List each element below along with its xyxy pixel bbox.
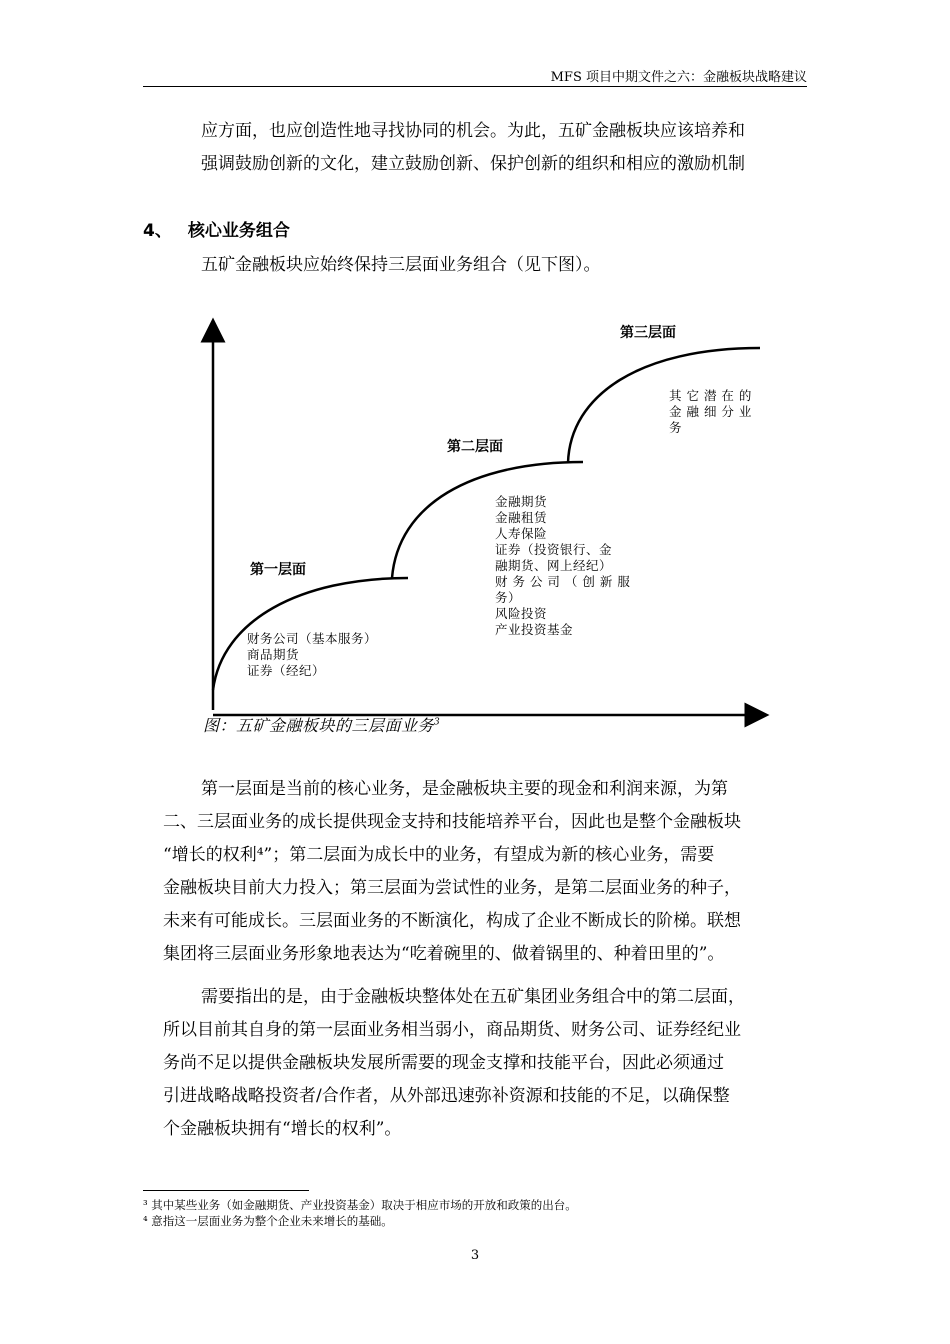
figure-caption-text: 图：五矿金融板块的三层面业务 <box>203 716 435 735</box>
section-title: 核心业务组合 <box>187 221 290 241</box>
body-line: 需要指出的是，由于金融板块整体处在五矿集团业务组合中的第二层面， <box>201 987 745 1007</box>
intro-line-1: 应方面，也应创造性地寻找协同的机会。为此，五矿金融板块应该培养和 <box>201 121 745 141</box>
tier1-item: 证券（经纪） <box>247 663 326 678</box>
body-line: 集团将三层面业务形象地表达为“吃着碗里的、做着锅里的、种着田里的”。 <box>163 944 725 964</box>
tier3-items <box>669 388 752 436</box>
footnote-rule <box>143 1190 309 1191</box>
body-line: 未来有可能成长。三层面业务的不断演化，构成了企业不断成长的阶梯。联想 <box>163 911 741 931</box>
tier1-items <box>247 631 377 679</box>
tier3-item: 其 它 潜 在 的 <box>669 388 752 403</box>
body-paragraph-2 <box>163 981 807 1146</box>
three-tier-figure <box>0 300 950 760</box>
body-line: 所以目前其自身的第一层面业务相当弱小，商品期货、财务公司、证券经纪业 <box>163 1020 741 1040</box>
section-intro: 五矿金融板块应始终保持三层面业务组合（见下图）。 <box>201 255 601 275</box>
page-number: 3 <box>470 1248 480 1263</box>
figure-caption <box>203 713 440 736</box>
three-tier-diagram <box>0 300 950 760</box>
intro-paragraph <box>163 115 807 181</box>
tier2-title: 第二层面 <box>447 439 503 455</box>
tier2-item: 风险投资 <box>495 606 548 621</box>
body-paragraph-1 <box>163 773 807 971</box>
tier1-item: 财务公司（基本服务） <box>247 631 378 646</box>
footnote-4: ⁴ 意指这一层面业务为整个企业未来增长的基础。 <box>143 1214 393 1228</box>
tier2-items <box>495 494 630 638</box>
tier2-item: 证券（投资银行、金 <box>495 542 613 557</box>
footnotes <box>143 1197 577 1229</box>
body-line: “增长的权利⁴”；第二层面为成长中的业务，有望成为新的核心业务，需要 <box>163 845 715 865</box>
body-line: 第一层面是当前的核心业务，是金融板块主要的现金和利润来源，为第 <box>201 779 728 799</box>
tier2-item: 金融期货 <box>495 494 548 509</box>
body-line: 金融板块目前大力投入；第三层面为尝试性的业务，是第二层面业务的种子， <box>163 878 741 898</box>
tier2-item: 人寿保险 <box>495 526 548 541</box>
tier2-item: 务） <box>495 590 522 605</box>
tier3-item: 务 <box>669 420 683 435</box>
tier2-item: 融期货、网上经纪） <box>495 558 613 573</box>
tier2-item: 财 务 公 司 （ 创 新 服 <box>495 574 631 589</box>
tier3-title: 第三层面 <box>620 325 676 341</box>
figure-caption-ref: 3 <box>434 717 441 728</box>
footnote-3: ³ 其中某些业务（如金融期货、产业投资基金）取决于相应市场的开放和政策的出台。 <box>143 1198 577 1212</box>
tier2-item: 产业投资基金 <box>495 622 574 637</box>
intro-line-2: 强调鼓励创新的文化，建立鼓励创新、保护创新的组织和相应的激励机制 <box>201 154 745 174</box>
tier2-item: 金融租赁 <box>495 510 548 525</box>
tier1-title: 第一层面 <box>250 562 306 578</box>
section-number: 4、 <box>143 221 172 241</box>
body-line: 二、三层面业务的成长提供现金支持和技能培养平台，因此也是整个金融板块 <box>163 812 741 832</box>
tier3-item: 金 融 细 分 业 <box>669 404 752 419</box>
tier1-item: 商品期货 <box>247 647 300 662</box>
body-line: 引进战略战略投资者/合作者，从外部迅速弥补资源和技能的不足，以确保整 <box>163 1086 730 1106</box>
header-rule <box>143 86 807 87</box>
section-heading <box>143 216 290 241</box>
body-line: 务尚不足以提供金融板块发展所需要的现金支撑和技能平台，因此必须通过 <box>163 1053 724 1073</box>
running-header: MFS 项目中期文件之六：金融板块战略建议 <box>550 70 807 85</box>
body-line: 个金融板块拥有“增长的权利”。 <box>163 1119 402 1139</box>
